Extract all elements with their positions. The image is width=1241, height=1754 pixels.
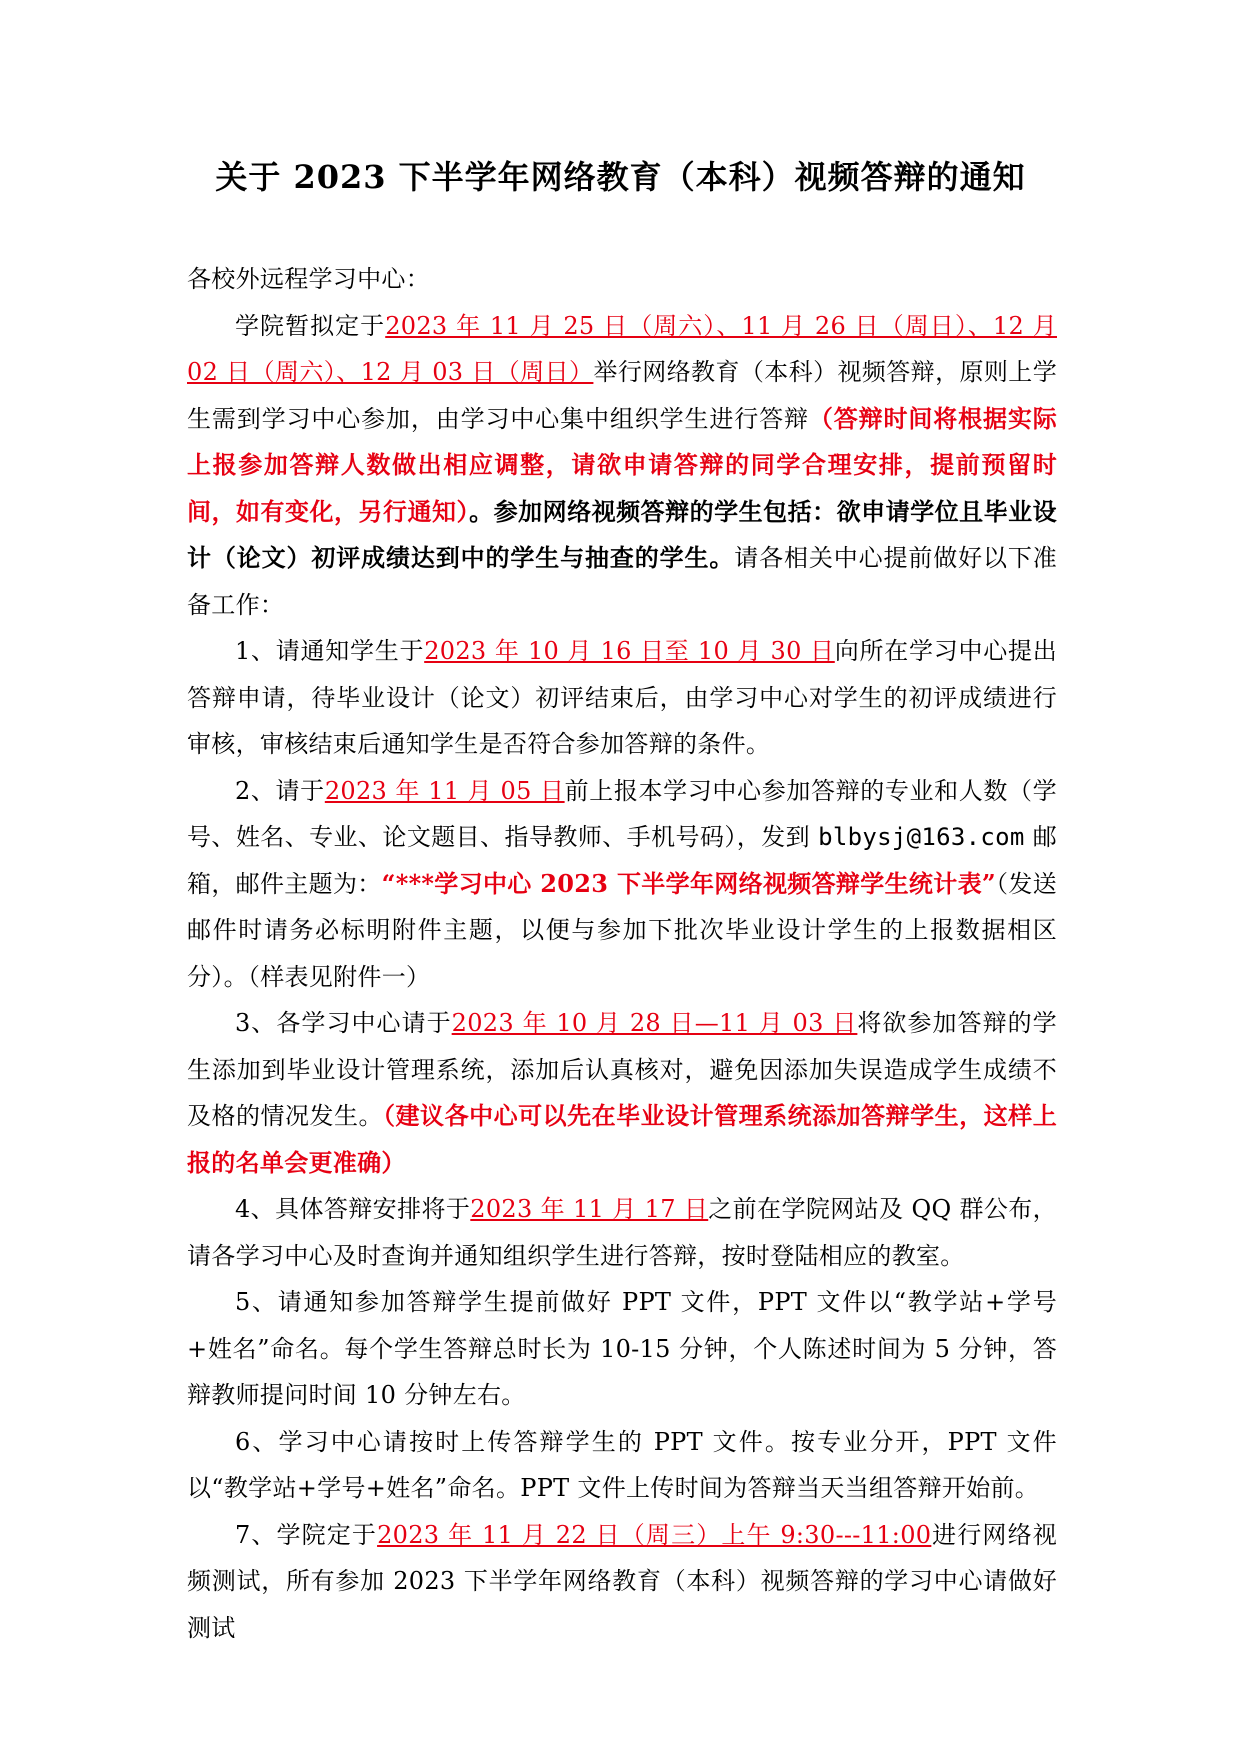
item-3-text-1: 3、各学习中心请于 <box>235 1009 452 1037</box>
item-3 <box>187 1000 1057 1186</box>
item-7 <box>187 1512 1057 1652</box>
intro-text-2: 举行网络教育（本科）视频答辩，原则上学生需到学习中心参加，由学习中心集中组织学生进行答辩 <box>187 358 1058 433</box>
item-2-text-1: 2、请于 <box>235 776 325 805</box>
item-4 <box>187 1186 1057 1279</box>
item-4-date: 2023 年 11 月 17 日 <box>470 1195 709 1223</box>
item-2-text-4: （发送邮件时请务必标明附件主题，以便与参加下批次毕业设计学生的上报数据相区分）。 <box>187 869 1057 991</box>
item-3-date: 2023 年 10 月 28 日—11 月 03 日 <box>451 1009 858 1037</box>
intro-dates: 2023 年 11 月 25 日（周六）、11 月 26 日（周日）、12 月 02 日（周六）、12 月 03 日（周日） <box>187 311 1057 386</box>
intro-text-3: 。 <box>469 496 494 526</box>
item-7-text-2: 进行网络视频测试，所有参加 2023 下半学年网络教育（本科）视频答辩的学习中心请做好测试 <box>187 1520 1057 1642</box>
notice-title: 关于 2023 下半学年网络教育（本科）视频答辩的通知 <box>215 158 1026 196</box>
item-2 <box>187 768 1057 1001</box>
item-1-text-1: 1、请通知学生于 <box>235 637 425 665</box>
item-3-text-2: 将欲参加答辩的学生添加到毕业设计管理系统，添加后认真核对，避免因添加失误造成学生成绩不及格的情况发生。 <box>187 1009 1057 1130</box>
item-2-text-5: （样表见附件一） <box>247 962 431 991</box>
item-4-text-2: 之前在学院网站及 QQ 群公布，请各学习中心及时查询并通知组织学生进行答辩，按时登陆相应的教室。 <box>187 1195 1057 1270</box>
notice-body <box>187 256 1057 1651</box>
item-2-text-3: 邮箱，邮件主题为： <box>187 823 1057 898</box>
item-2-subject: “***学习中心 2023 下半学年网络视频答辩学生统计表” <box>381 868 996 898</box>
item-1 <box>187 628 1057 768</box>
intro-paragraph <box>187 303 1057 629</box>
item-1-date: 2023 年 10 月 16 日至 10 月 30 日 <box>424 637 835 665</box>
item-2-text-2: 前上报本学习中心参加答辩的专业和人数（学号、姓名、专业、论文题目、指导教师、手机号码），发到 <box>187 776 1057 851</box>
intro-bold: 参加网络视频答辩的学生包括：欲申请学位且毕业设计（论文）初评成绩达到中的学生与抽查的学生。 <box>187 496 1057 572</box>
intro-text-4: 请各相关中心提前做好以下准备工作： <box>187 544 1057 619</box>
item-2-email: blbysj@163.com <box>818 823 1025 851</box>
item-6: 6、学习中心请按时上传答辩学生的 PPT 文件。按专业分开，PPT 文件以“教学站+学号+姓名”命名。PPT 文件上传时间为答辩当天当组答辩开始前。 <box>187 1427 1057 1502</box>
intro-text-1: 学院暂拟定于 <box>235 311 386 340</box>
salutation: 各校外远程学习中心： <box>187 265 430 293</box>
item-4-text-1: 4、具体答辩安排将于 <box>235 1195 471 1223</box>
item-1-text-2: 向所在学习中心提出答辩申请，待毕业设计（论文）初评结束后，由学习中心对学生的初评成绩进行审核，审核结束后通知学生是否符合参加答辩的条件。 <box>187 637 1057 758</box>
item-2-date: 2023 年 11 月 05 日 <box>324 776 565 805</box>
intro-note: （答辩时间将根据实际上报参加答辩人数做出相应调整，请欲申请答辩的同学合理安排，提前预留时间，如有变化，另行通知） <box>187 403 1058 526</box>
item-5: 5、请通知参加答辩学生提前做好 PPT 文件，PPT 文件以“教学站+学号+姓名”命名。每个学生答辩总时长为 10-15 分钟，个人陈述时间为 5 分钟，答辩教师提问时间 10 分钟左右。 <box>187 1288 1057 1409</box>
item-7-date: 2023 年 11 月 22 日（周三）上午 9:30---11:00 <box>377 1520 932 1549</box>
item-7-text-1: 7、学院定于 <box>235 1520 378 1549</box>
item-3-note: （建议各中心可以先在毕业设计管理系统添加答辩学生，这样上报的名单会更准确） <box>187 1101 1057 1177</box>
